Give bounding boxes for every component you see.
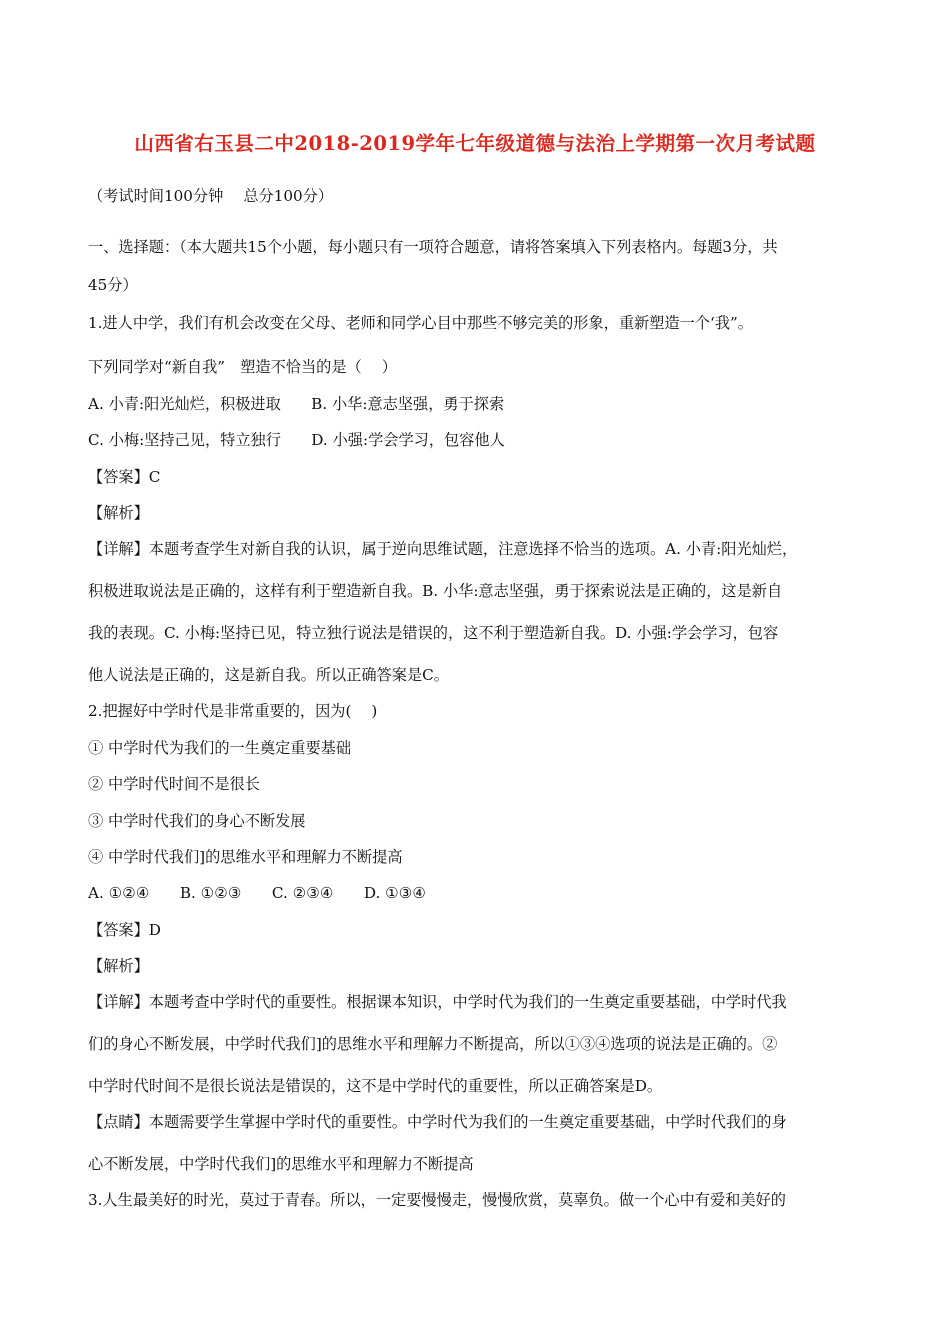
exam-info: （考试时间100分钟 总分100分） [88,187,334,205]
q1-options-cd: C. 小梅:坚持己见，特立独行 D. 小强:学会学习，包容他人 [88,431,505,449]
section-heading-cont: 45分） [88,276,138,294]
q2-analysis-label: 【解析】 [88,957,149,975]
q2-note-line: 心不断发展，中学时代我们]的思维水平和理解力不断提高 [88,1155,474,1173]
q1-detail-line: 积极进取说法是正确的，这样有利于塑造新自我。B. 小华:意志坚强，勇于探索说法是正确的，这是新自 [88,582,783,600]
q2-item-2: ② 中学时代时间不是很长 [88,775,260,793]
q2-item-1: ① 中学时代为我们的一生奠定重要基础 [88,739,352,757]
q2-note: 【点睛】本题需要学生掌握中学时代的重要性。中学时代为我们的一生奠定重要基础，中学时代我们的身 [88,1113,787,1131]
q1-detail-line: 我的表现。C. 小梅:坚持已见，特立独行说法是错误的，这不利于塑造新自我。D. 小强:学会学习，包容 [88,624,779,642]
page-title: 山西省右玉县二中2018-2019学年七年级道德与法治上学期第一次月考试题 [134,132,816,155]
q1-stem: 1.进人中学，我们有机会改变在父母、老师和同学心目中那些不够完美的形象，重新塑造一个‘我”。 [88,314,753,332]
q2-answer: 【答案】D [88,921,161,939]
q2-detail-line: 中学时代时间不是很长说法是错误的，这不是中学时代的重要性，所以正确答案是D。 [88,1077,663,1095]
q2-stem: 2.把握好中学时代是非常重要的，因为( ) [88,702,378,720]
q1-detail: 【详解】本题考查学生对新自我的认识，属于逆向思维试题，注意选择不恰当的选项。A. 小青:阳光灿烂， [88,540,798,558]
q2-item-3: ③ 中学时代我们的身心不断发展 [88,812,306,830]
q1-answer: 【答案】C [88,468,161,486]
q2-item-4: ④ 中学时代我们]的思维水平和理解力不断提高 [88,848,403,866]
q2-options: A. ①②④ B. ①②③ C. ②③④ D. ①③④ [88,884,426,902]
q1-analysis-label: 【解析】 [88,504,149,522]
q1-options-ab: A. 小青:阳光灿烂，积极进取 B. 小华:意志坚强，勇于探索 [88,395,505,413]
q1-stem-cont: 下列同学对“新自我” 塑造不恰当的是（ ） [88,358,397,376]
q2-detail-line: 们的身心不断发展，中学时代我们]的思维水平和理解力不断提高，所以①③④选项的说法是正确的。② [88,1035,778,1053]
q1-detail-line: 他人说法是正确的，这是新自我。所以正确答案是C。 [88,666,449,684]
section-heading: 一、选择题：（本大题共15个小题，每小题只有一项符合题意，请将答案填入下列表格内。每题3分，共 [88,238,778,256]
q3-stem: 3.人生最美好的时光，莫过于青春。所以，一定要慢慢走，慢慢欣赏，莫辜负。做一个心中有爱和美好的 [88,1191,786,1209]
q2-detail: 【详解】本题考查中学时代的重要性。根据课本知识，中学时代为我们的一生奠定重要基础，中学时代我 [88,993,787,1011]
